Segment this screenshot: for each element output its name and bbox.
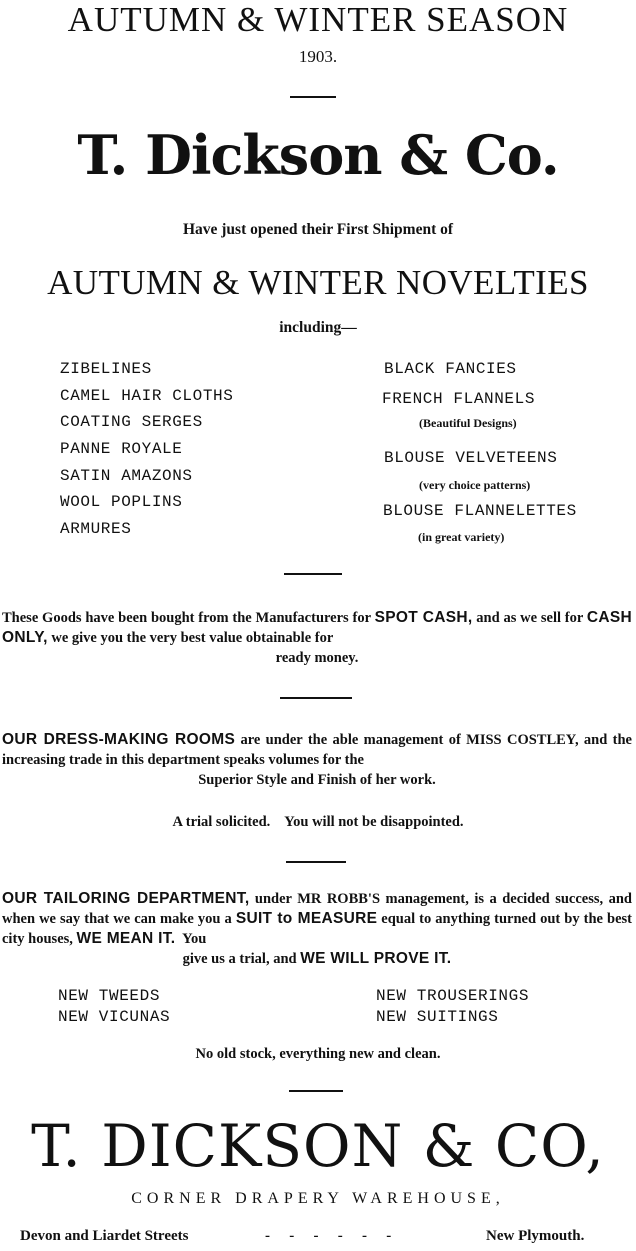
we-will-prove-it: WE WILL PROVE IT. bbox=[300, 950, 452, 967]
list-item: ARMURES bbox=[60, 520, 132, 539]
tailoring-text: equal to anything turned out by the best city houses, bbox=[2, 911, 633, 947]
divider bbox=[280, 697, 352, 699]
tailoring-heading: OUR TAILORING DEPARTMENT, bbox=[2, 890, 250, 907]
intro-text: Have just opened their First Shipment of bbox=[182, 221, 454, 238]
tailoring-text: give us a trial, and bbox=[182, 951, 301, 967]
cash-only: CASH ONLY, bbox=[2, 609, 632, 646]
list-item: BLOUSE FLANNELETTES bbox=[383, 502, 577, 520]
trial-solicited: A trial solicited. You will not be disappointed. bbox=[172, 814, 464, 830]
list-item: FRENCH FLANNELS bbox=[382, 390, 536, 408]
divider bbox=[284, 573, 342, 575]
cash-notice-text: and as we sell for bbox=[472, 610, 587, 626]
list-item: COATING SERGES bbox=[60, 413, 203, 432]
footer-firm-name: T. DICKSON & CO, bbox=[31, 1112, 605, 1180]
including-label: including— bbox=[279, 319, 357, 336]
tailoring-notice bbox=[2, 889, 632, 969]
we-mean-it: WE MEAN IT. bbox=[76, 930, 176, 947]
novelties-title: AUTUMN & WINTER NOVELTIES bbox=[47, 263, 589, 302]
tailoring-item: NEW TROUSERINGS bbox=[376, 987, 530, 1005]
firm-name: T. Dickson & Co. bbox=[77, 123, 559, 187]
tailoring-item: NEW SUITINGS bbox=[376, 1008, 499, 1026]
address-dashes: - - - - - - bbox=[265, 1228, 394, 1244]
cash-notice-last-line: ready money. bbox=[275, 650, 359, 666]
list-item-note: (in great variety) bbox=[418, 530, 505, 544]
tailoring-item: NEW VICUNAS bbox=[58, 1008, 171, 1026]
list-item-note: (very choice patterns) bbox=[419, 478, 531, 492]
town-name: New Plymouth. bbox=[486, 1228, 585, 1244]
season-title: AUTUMN & WINTER SEASON bbox=[67, 0, 569, 39]
list-item: ZIBELINES bbox=[60, 360, 152, 378]
streets-address: Devon and Liardet Streets bbox=[20, 1228, 189, 1244]
list-item: CAMEL HAIR CLOTHS bbox=[60, 386, 234, 405]
list-item: BLOUSE VELVETEENS bbox=[384, 449, 558, 467]
tailoring-text: under MR ROBB'S management, is a decided success, and when we say that we can make you a bbox=[2, 891, 632, 927]
list-item: BLACK FANCIES bbox=[384, 360, 517, 378]
left-goods-list bbox=[60, 356, 233, 543]
tailoring-item: NEW TWEEDS bbox=[58, 987, 161, 1005]
dressmaking-heading: OUR DRESS-MAKING ROOMS bbox=[2, 731, 236, 748]
spot-cash: SPOT CASH, bbox=[374, 609, 473, 626]
tailoring-text: You bbox=[175, 931, 207, 947]
season-year: 1903. bbox=[298, 47, 338, 66]
list-item: WOOL POPLINS bbox=[60, 493, 183, 512]
list-item: SATIN AMAZONS bbox=[60, 466, 193, 485]
divider bbox=[286, 861, 346, 863]
cash-notice bbox=[2, 608, 632, 668]
list-item: PANNE ROYALE bbox=[60, 440, 183, 459]
list-item-note: (Beautiful Designs) bbox=[419, 416, 517, 430]
suit-to-measure: SUIT to MEASURE bbox=[235, 910, 378, 927]
dressmaking-text: are under the able management of MISS COSTLEY, and the increasing trade in this department speaks volumes for the bbox=[2, 732, 632, 768]
cash-notice-text: we give you the very best value obtainable for bbox=[47, 630, 334, 646]
dressmaking-notice bbox=[2, 730, 632, 790]
warehouse-name: CORNER DRAPERY WAREHOUSE, bbox=[131, 1190, 505, 1207]
divider bbox=[289, 1090, 343, 1092]
divider bbox=[290, 96, 336, 98]
dressmaking-last-line: Superior Style and Finish of her work. bbox=[198, 772, 436, 788]
no-old-stock: No old stock, everything new and clean. bbox=[195, 1046, 441, 1062]
cash-notice-text: These Goods have been bought from the Manufacturers for bbox=[2, 610, 375, 626]
tailoring-last-line bbox=[2, 949, 632, 969]
